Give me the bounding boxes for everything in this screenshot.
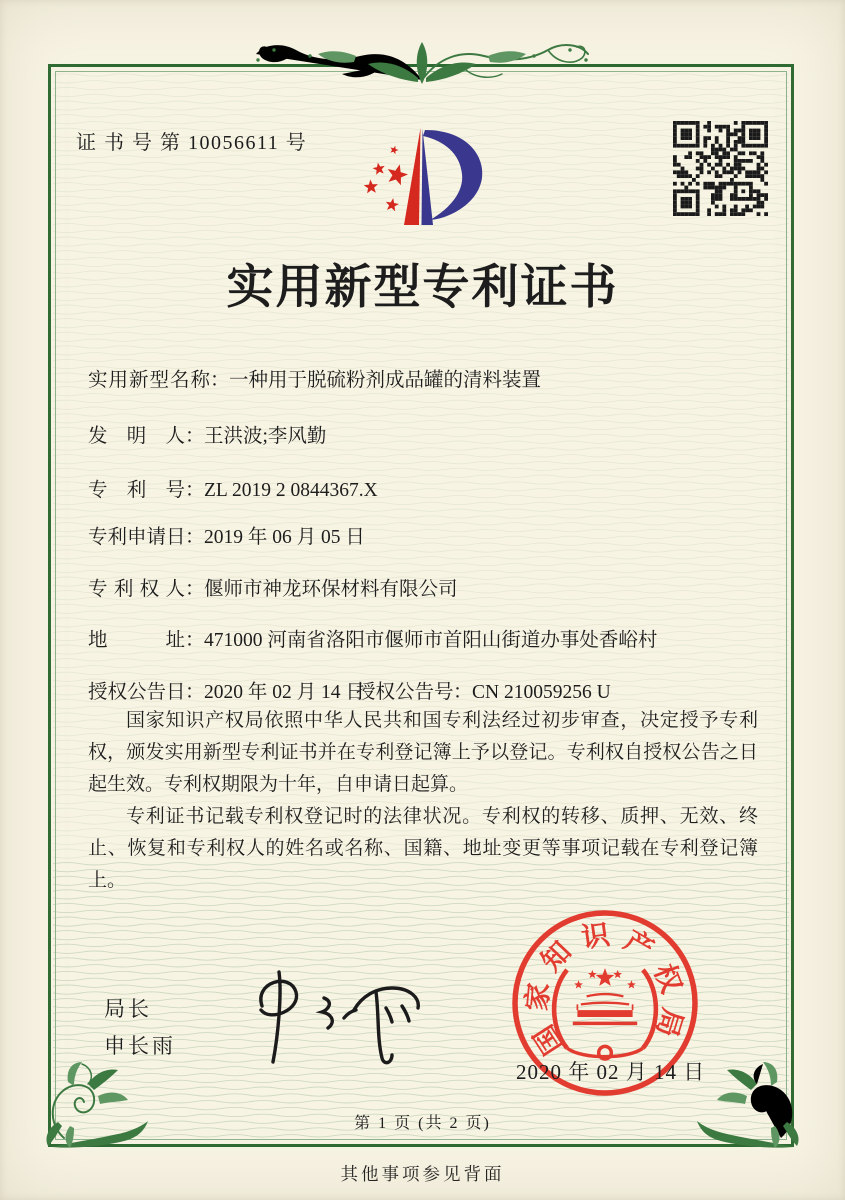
- field-label: 地址: [88, 630, 185, 651]
- signer-block: [104, 991, 176, 1065]
- colon: ：: [185, 426, 205, 447]
- colon: ：: [185, 682, 205, 703]
- cnipa-logo: [335, 120, 505, 232]
- seal-date: 2020 年 02 月 14 日: [516, 1060, 706, 1084]
- director-signature-image: [226, 966, 441, 1066]
- field-row-name: [88, 364, 541, 392]
- field-label: 授权公告日: [88, 682, 186, 703]
- national-emblem: [554, 968, 656, 1059]
- svg-text:国: 国: [528, 1019, 570, 1060]
- legal-paragraph-2: 专利证书记载专利权登记时的法律状况。专利权的转移、质押、无效、终止、恢复和专利权人的姓名或名称、国籍、地址变更等事项记载在专利登记簿上。: [88, 806, 758, 891]
- colon: ：: [453, 682, 473, 703]
- top-flourish-ornament: [250, 38, 594, 92]
- svg-text:局: 局: [649, 1004, 688, 1041]
- field-label: 授权公告号: [356, 682, 454, 703]
- field-value: 一种用于脱硫粉剂成品罐的清料装置: [229, 370, 542, 391]
- field-row-patentee: [88, 573, 458, 601]
- qr-code: [673, 121, 768, 216]
- field-row-patent-no: [88, 474, 378, 502]
- certificate-number: 证 书 号 第 10056611 号: [76, 132, 308, 154]
- field-row-grant: [88, 676, 611, 704]
- field-pair-grant-no: [356, 676, 611, 704]
- field-value: CN 210059256 U: [472, 682, 611, 703]
- colon: ：: [185, 579, 205, 600]
- signer-title: 局长: [104, 997, 152, 1021]
- colon: ：: [185, 527, 205, 548]
- colon: ：: [210, 370, 230, 391]
- back-side-note: 其他事项参见背面: [340, 1164, 505, 1184]
- seal-arc-text: [510, 909, 695, 1062]
- svg-text:产: 产: [618, 925, 659, 967]
- signer-name: 申长雨: [104, 1034, 176, 1058]
- logo-p-bowl: [423, 130, 482, 220]
- field-row-inventor: [88, 420, 326, 448]
- logo-stars: [364, 146, 408, 212]
- svg-text:家: 家: [522, 981, 556, 1013]
- field-row-filing-date: [88, 521, 365, 549]
- field-row-address: [88, 624, 657, 652]
- certificate-title: 实用新型专利证书: [226, 262, 619, 314]
- legal-text: [88, 705, 758, 897]
- field-value: 偃师市神龙环保材料有限公司: [204, 579, 458, 600]
- colon: ：: [185, 480, 205, 501]
- legal-paragraph-1: 国家知识产权局依照中华人民共和国专利法经过初步审查，决定授予专利权，颁发实用新型专利证书并在专利登记簿上予以登记。专利权自授权公告之日起生效。专利权期限为十年，自申请日起算。: [88, 710, 758, 795]
- field-label: 专利申请日: [88, 527, 186, 548]
- field-label: 发明人: [88, 426, 185, 447]
- field-label: 实用新型名称: [88, 370, 210, 391]
- field-label: 专利号: [88, 480, 185, 501]
- colon: ：: [185, 630, 205, 651]
- field-value: 2020 年 02 月 14 日: [204, 682, 365, 703]
- svg-text:知: 知: [536, 936, 578, 978]
- page-number: 第 1 页 (共 2 页): [354, 1115, 491, 1132]
- field-label: 专利权人: [88, 579, 185, 600]
- field-value: ZL 2019 2 0844367.X: [204, 480, 378, 501]
- logo-wedge-blue: [422, 129, 434, 225]
- svg-text:权: 权: [647, 960, 687, 998]
- field-value: 2019 年 06 月 05 日: [204, 527, 365, 548]
- svg-text:识: 识: [579, 919, 612, 955]
- field-value: 王洪波;李风勤: [204, 426, 327, 447]
- field-value: 471000 河南省洛阳市偃师市首阳山街道办事处香峪村: [204, 630, 658, 651]
- logo-wedge-red: [404, 128, 421, 225]
